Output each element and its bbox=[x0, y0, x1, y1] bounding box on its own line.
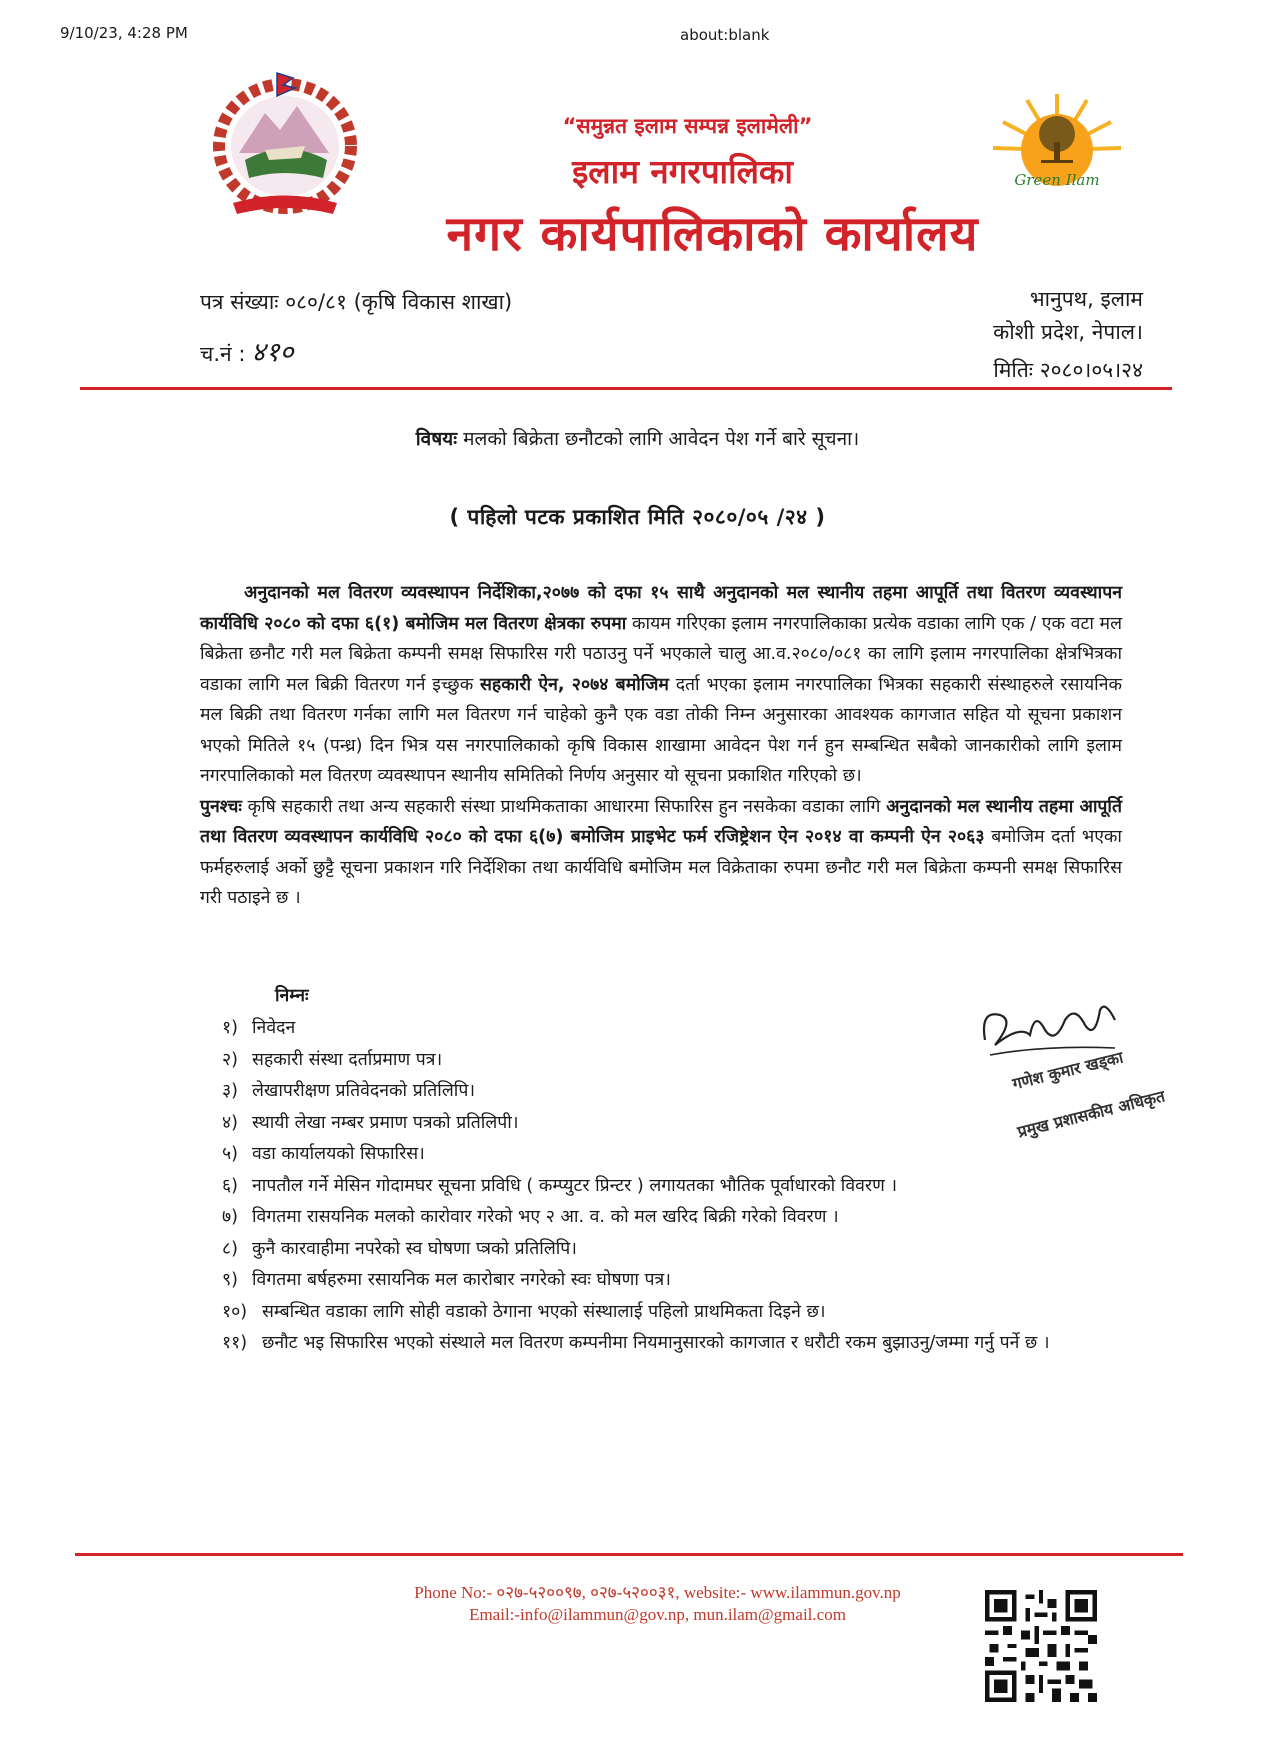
green-ilam-logo-text: Green Ilam bbox=[1014, 171, 1100, 188]
list-item-text: विगतमा बर्षहरुमा रसायनिक मल कारोबार नगरेको स्वः घोषणा पत्र। bbox=[252, 1270, 671, 1290]
requirements-title: निम्नः bbox=[275, 986, 309, 1006]
footer-phone: Phone No:- ०२७-५२००९७, ०२७-५२००३१, website:- www.ilammun.gov.np bbox=[414, 1583, 901, 1602]
qr-code bbox=[985, 1590, 1097, 1702]
list-item-number: ३) bbox=[222, 1081, 239, 1101]
municipality-name: इलाम नगरपालिका bbox=[572, 152, 793, 191]
list-item bbox=[222, 1297, 1052, 1329]
p2-text-a: कृषि सहकारी तथा अन्य सहकारी संस्था प्राथमिकताका आधारमा सिफारिस हुन नसकेका वडाका लागि bbox=[247, 796, 881, 817]
p1-text-d: दर्ता भएका इलाम नगरपालिका भित्रका सहकारी संस्थाहरुले रसायनिक मल बिक्री तथा वितरण गर्नका लागि मल वितरण गर्न चाहेको कुनै एक वडा तोकी निम्न अनुसारका आवश्यक कागजात सहित यो सूचना प्रकाशन भएको मितिले १५ (पन्ध्र) दिन भित्र यस नगरपालिकाको कृषि विकास शाखामा आवेदन पेश गर्न हुन सम्बन्धित सबैको जानकारीको लागि इलाम नगरपालिकाको मल वितरण व्यवस्थापन स्थानीय समितिको निर्णय अनुसार यो सूचना प्रकाशित गरिएको छ। bbox=[200, 674, 1123, 786]
list-item-text: नापतौल गर्ने मेसिन गोदामघर सूचना प्रविधि ( कम्प्युटर प्रिन्टर ) लगायतका भौतिक पूर्वाधारको विवरण । bbox=[252, 1175, 898, 1196]
list-item-number: ८) bbox=[222, 1238, 239, 1259]
list-item-text: लेखापरीक्षण प्रतिवेदनको प्रतिलिपि। bbox=[252, 1081, 475, 1101]
p1-text-b: कायम गरिएका इलाम नगरपालिकाका प्रत्येक वडाका लागि एक / एक वटा मल बिक्रेता छनौट गरी मल बिक्रेता कम्पनी समक्ष सिफारिस गरी पठाउनु पर्ने भएकाले चालु आ.व.२०८०/०८१ का लागि इलाम नगरपालिका क्षेत्रभित्रका वडाका लागि मल बिक्री वितरण गर्न इच्छुक bbox=[200, 613, 1123, 695]
list-item-text: छनौट भइ सिफारिस भएको संस्थाले मल वितरण कम्पनीमा नियमानुसारको कागजात र धरौटी रकम बुझाउनु/जम्मा गर्नु पर्ने छ । bbox=[262, 1333, 1050, 1353]
p2-label: पुनश्चः bbox=[200, 796, 242, 817]
list-item-number: ११) bbox=[222, 1333, 248, 1353]
list-item bbox=[222, 1328, 1052, 1360]
list-item bbox=[222, 1108, 1052, 1140]
footer-divider bbox=[75, 1553, 1183, 1556]
subject-label: विषयः bbox=[415, 428, 458, 450]
p2-text-c: बमोजिम दर्ता भएका फर्महरुलाई अर्को छुट्टै सूचना प्रकाशन गरि निर्देशिका तथा कार्यविधि बमोजिम मल विक्रेताका रुपमा छनौट गरी मल बिक्रेता कम्पनी समक्ष सिफारिस गरी पठाइने छ । bbox=[200, 827, 1122, 908]
list-item-number: ६) bbox=[222, 1175, 239, 1196]
notice-body bbox=[200, 578, 1122, 914]
p2-bold-b: अनुदानको मल स्थानीय तहमा आपूर्ति तथा वितरण व्यवस्थापन कार्यविधि २०८० को दफा ६(७) बमोजिम प्राइभेट फर्म रजिष्ट्रेशन ऐन २०१४ वा कम्पनी ऐन २०६३ bbox=[200, 796, 1122, 847]
list-item bbox=[222, 1045, 1052, 1077]
letter-date: मितिः २०८०।०५।२४ bbox=[993, 358, 1143, 382]
list-item-text: वडा कार्यालयको सिफारिस। bbox=[252, 1144, 425, 1164]
header-divider bbox=[80, 387, 1172, 390]
nepal-emblem-logo bbox=[205, 68, 365, 218]
footer-email: Email:-info@ilammun@gov.np, mun.ilam@gmail.com bbox=[469, 1605, 846, 1624]
signatory-title: प्रमुख प्रशासकीय अधिकृत bbox=[1015, 1086, 1167, 1142]
list-item bbox=[222, 1234, 1052, 1266]
publication-date: ( पहिलो पटक प्रकाशित मिति २०८०/०५ /२४ ) bbox=[449, 505, 826, 529]
print-url: about:blank bbox=[680, 26, 770, 44]
list-item bbox=[222, 1013, 1052, 1045]
list-item-text: स्थायी लेखा नम्बर प्रमाण पत्रको प्रतिलिपी। bbox=[252, 1112, 519, 1133]
list-item bbox=[222, 1139, 1052, 1171]
list-item-text: निवेदन bbox=[252, 1018, 296, 1038]
list-item-number: २) bbox=[222, 1049, 239, 1070]
requirements-list bbox=[222, 1013, 1052, 1360]
address-line-2: कोशी प्रदेश, नेपाल। bbox=[993, 320, 1143, 344]
dispatch-label: च.नं : bbox=[200, 342, 246, 366]
paragraph-1 bbox=[200, 578, 1122, 792]
list-item-text: कुनै कारवाहीमा नपरेको स्व घोषणा प्त्रको प्रतिलिपि। bbox=[252, 1238, 577, 1259]
subject-line bbox=[0, 425, 1275, 451]
dispatch-number bbox=[200, 332, 294, 369]
list-item-number: ५) bbox=[222, 1144, 239, 1164]
paragraph-2 bbox=[200, 792, 1122, 914]
list-item-text: सम्बन्धित वडाका लागि सोही वडाको ठेगाना भएको संस्थालाई पहिलो प्राथमिकता दिइने छ। bbox=[262, 1301, 826, 1322]
municipality-motto: “समुन्नत इलाम सम्पन्न इलामेली” bbox=[562, 114, 813, 138]
print-datetime: 9/10/23, 4:28 PM bbox=[60, 24, 188, 42]
p1-bold-c: सहकारी ऐन, २०७४ बमोजिम bbox=[480, 674, 669, 695]
list-item-number: ९) bbox=[222, 1270, 239, 1290]
subject-text: मलको बिक्रेता छनौटको लागि आवेदन पेश गर्ने बारे सूचना। bbox=[463, 428, 860, 450]
list-item bbox=[222, 1171, 1052, 1203]
list-item-number: ७) bbox=[222, 1207, 239, 1227]
list-item-number: १०) bbox=[222, 1301, 248, 1322]
list-item bbox=[222, 1202, 1052, 1234]
reference-number: पत्र संख्याः ०८०/८१ (कृषि विकास शाखा) bbox=[200, 290, 513, 314]
list-item-text: विगतमा रासयनिक मलको कारोवार गरेको भए २ आ. व. को मल खरिद बिक्री गरेको विवरण । bbox=[252, 1207, 839, 1227]
list-item bbox=[222, 1076, 1052, 1108]
address-line-1: भानुपथ, इलाम bbox=[1029, 287, 1143, 311]
p1-bold-a: अनुदानको मल वितरण व्यवस्थापन निर्देशिका,२०७७ को दफा १५ साथै अनुदानको मल स्थानीय तहमा आपूर्ति तथा वितरण व्यवस्थापन कार्यविधि २०८० को दफा ६(१) बमोजिम मल वितरण क्षेत्रका रुपमा bbox=[200, 583, 1122, 634]
list-item bbox=[222, 1265, 1052, 1297]
dispatch-value: ४१० bbox=[251, 337, 294, 368]
list-item-number: १) bbox=[222, 1018, 239, 1038]
signatory-name: गणेश कुमार खड्का bbox=[1010, 1047, 1125, 1094]
list-item-number: ४) bbox=[222, 1112, 239, 1133]
list-item-text: सहकारी संस्था दर्ताप्रमाण पत्र। bbox=[252, 1049, 443, 1070]
office-title: नगर कार्यपालिकाको कार्यालय bbox=[446, 206, 979, 262]
